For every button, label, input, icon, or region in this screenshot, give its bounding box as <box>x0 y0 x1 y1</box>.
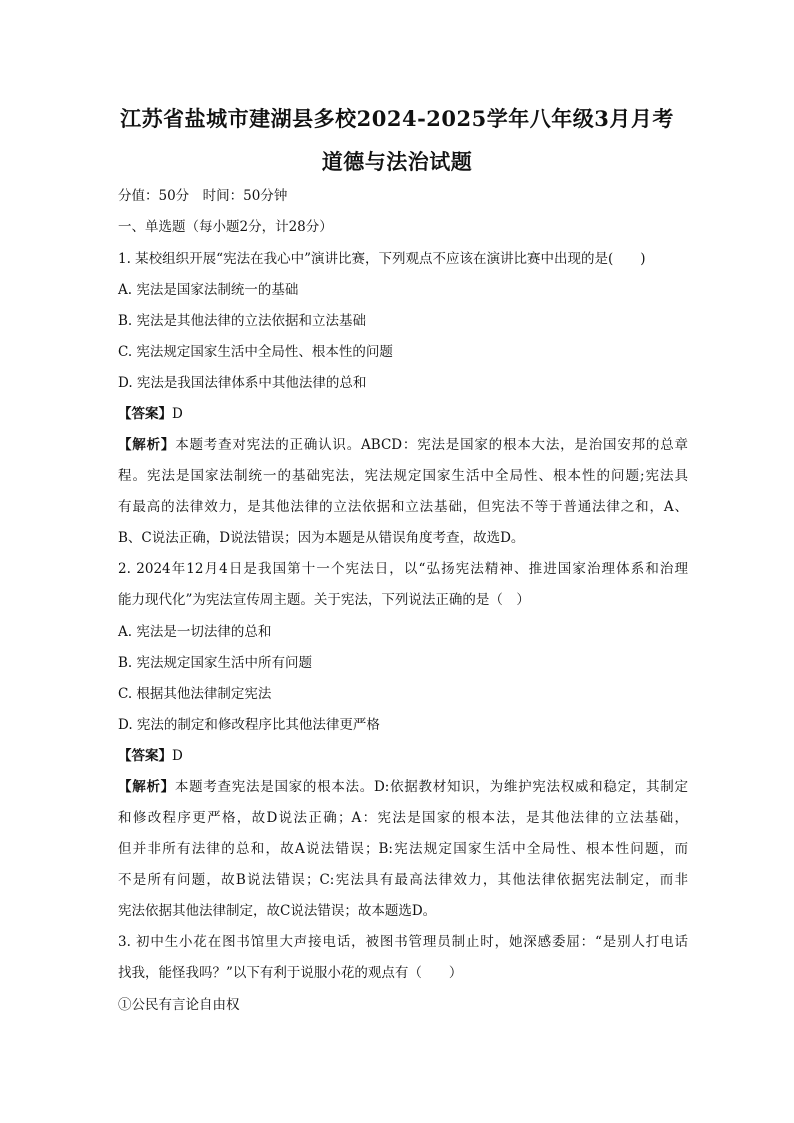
question-2-option-b: B. 宪法规定国家生活中所有问题 <box>118 655 313 671</box>
question-1-option-b: B. 宪法是其他法律的立法依据和立法基础 <box>118 313 367 329</box>
question-3-stem: 3. 初中生小花在图书馆里大声接电话，被图书管理员制止时，她深感委屈：“是别人打电话 <box>118 934 688 950</box>
question-2-analysis-line: 宪法依据其他法律制定，故C说法错误；故本题选D。 <box>118 903 437 919</box>
section-heading: 一、单选题（每小题2分，计28分） <box>118 219 333 235</box>
question-1-option-a: A. 宪法是国家法制统一的基础 <box>118 282 299 298</box>
answer-value: D <box>172 406 183 422</box>
answer-label: 【答案】 <box>118 406 172 422</box>
analysis-label: 【解析】 <box>118 779 175 795</box>
question-2-analysis-line: 不是所有问题，故B说法错误；C:宪法具有最高法律效力，其他法律依据宪法制定，而非 <box>118 872 688 888</box>
question-2-answer <box>118 747 688 765</box>
question-1-answer <box>118 405 688 423</box>
question-1-stem: 1. 某校组织开展“宪法在我心中”演讲比赛，下列观点不应该在演讲比赛中出现的是( ) <box>118 251 646 267</box>
question-2-option-a: A. 宪法是一切法律的总和 <box>118 624 272 640</box>
analysis-text: 本题考查对宪法的正确认识。ABCD：宪法是国家的根本大法，是治国安邦的总章 <box>175 437 689 453</box>
question-3-item-1: ①公民有言论自由权 <box>118 997 240 1013</box>
analysis-text: 本题考查宪法是国家的根本法。D:依据教材知识，为维护宪法权威和稳定，其制定 <box>174 779 689 795</box>
question-2-option-d: D. 宪法的制定和修改程序比其他法律更严格 <box>118 717 380 733</box>
answer-label: 【答案】 <box>118 748 172 764</box>
question-1-analysis-line: 程。宪法是国家法制统一的基础宪法，宪法规定国家生活中全局性、根本性的问题;宪法具 <box>118 468 688 484</box>
analysis-label: 【解析】 <box>118 437 176 453</box>
question-1-analysis-line: 有最高的法律效力，是其他法律的立法依据和立法基础，但宪法不等于普通法律之和，A、 <box>118 499 688 515</box>
question-2-option-c: C. 根据其他法律制定宪法 <box>118 686 272 702</box>
question-2-stem: 能力现代化”为宪法宣传周主题。关于宪法，下列说法正确的是（ ） <box>118 592 530 608</box>
question-2-analysis-line: 但并非所有法律的总和，故A说法错误；B:宪法规定国家生活中全局性、根本性问题，而 <box>118 841 688 857</box>
question-3-stem: 找我，能怪我吗？”以下有利于说服小花的观点有（ ） <box>118 965 463 981</box>
question-2-stem: 2. 2024年12月4日是我国第十一个宪法日，以“弘扬宪法精神、推进国家治理体系和治理 <box>118 561 688 577</box>
question-1-option-d: D. 宪法是我国法律体系中其他法律的总和 <box>118 375 367 391</box>
document-title-line1: 江苏省盐城市建湖县多校2024-2025学年八年级3月月考 <box>120 106 674 131</box>
answer-value: D <box>172 748 183 764</box>
question-2-analysis-line <box>118 778 688 796</box>
question-1-analysis-line: B、C说法正确，D说法错误；因为本题是从错误角度考查，故选D。 <box>118 530 525 546</box>
question-1-analysis-line <box>118 436 688 454</box>
score-time-info: 分值：50分 时间：50分钟 <box>118 188 288 204</box>
question-1-option-c: C. 宪法规定国家生活中全局性、根本性的问题 <box>118 344 393 360</box>
document-title-line2: 道德与法治试题 <box>321 149 473 174</box>
question-2-analysis-line: 和修改程序更严格，故D说法正确；A：宪法是国家的根本法，是其他法律的立法基础， <box>118 810 688 826</box>
